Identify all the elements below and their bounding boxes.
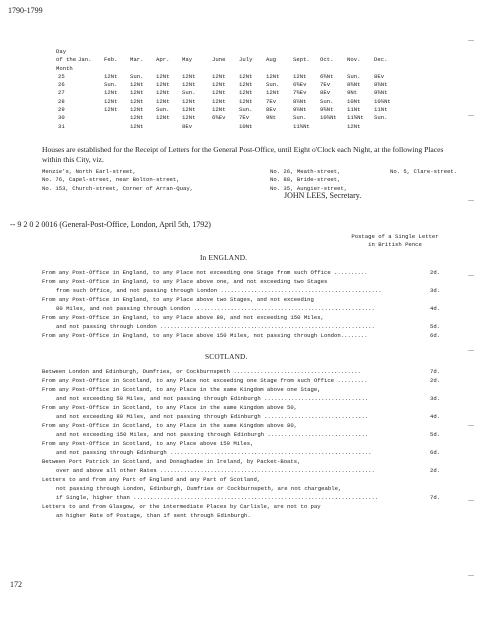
calendar-cell: Sun. [374,114,388,122]
margin-mark [468,115,474,116]
rate-price: 2d. [430,269,441,276]
calendar-header-label: Day [56,48,67,55]
calendar-cell: Sun. [182,89,196,97]
houses-paragraph: Houses are established for the Receipt of Letters for the General Post-Office, until Eight o'Clock each Night, at the following Places within this City, viz. [42,145,444,164]
rate-line [42,466,472,475]
calendar-cell: 9Nt [347,89,358,97]
calendar-cell: 12Nt [130,97,144,105]
margin-mark [468,425,474,426]
rate-text: From any Post-Office in Scotland, to any Place in the same Kingdom above one Stage, [42,386,321,393]
rate-text: From any Post-Office in England, to any Place above two Stages, and not exceeding [42,296,314,303]
rate-text: an higher Rate of Postage, than if sent through Edinburgh. [56,512,251,519]
rate-line [42,448,472,457]
rate-text: Between Port Patrick in Scotland, and Donaghadee in Ireland, by Packet-Boats, [42,458,301,465]
postage-column-header [340,233,450,248]
calendar-cell: 12Nt [212,72,226,80]
rate-line [42,439,472,448]
calendar-cell: 11Nt [347,106,361,114]
calendar-cell: 12Nt [347,122,361,130]
calendar-month-header: Aug [266,56,277,64]
calendar-cell: 12Nt [156,72,170,80]
calendar-cell: 7Ev [266,97,277,105]
calendar-cell: 12Nt [130,114,144,122]
rate-text: and not exceeding 150 Miles, and not passing through Edinburgh .............................. [56,431,369,438]
calendar-cell: 10¼Nt [374,97,391,105]
rate-text: Letters to and from any Part of England and any Part of Scotland, [42,476,261,483]
calendar-month-header: Oct. [320,56,334,64]
calendar-cell: 11¾Nt [293,122,310,130]
rate-text: and not exceeding 50 Miles, and not passing through Edinburgh ............................... [56,395,369,402]
rate-text: From any Post-Office in Scotland, to any Place above 150 Miles, [42,440,254,447]
calendar-month-header: Dec. [374,56,388,64]
section-heading-scotland: SCOTLAND. [205,352,248,361]
calendar-cell: 6¾Nt [320,72,334,80]
calendar-day: 25 [58,72,65,80]
calendar-cell: 7Ev [320,81,331,89]
calendar-month-header: Jan. [78,56,92,64]
rate-line [42,304,472,313]
calendar-cell: 12Nt [156,81,170,89]
calendar-cell: Sun. [104,81,118,89]
rate-line [42,268,472,277]
calendar-month-header: Feb. [104,56,118,64]
rate-text: From any Post-Office in England, to any Place above one, and not exceeding two Stages [42,278,328,285]
rates-england [42,268,472,340]
rate-text: From any Post-Office in England, to any Place above 80, and not exceeding 150 Miles, [42,314,324,321]
calendar-cell: 12Nt [130,106,144,114]
calendar-cell: 12Nt [266,72,280,80]
calendar-header-label: Month [56,64,73,72]
rate-text: From any Post-Office in Scotland, to any Place not exceeding one Stage from such Office ......... [42,377,368,384]
rates-scotland [42,367,472,520]
calendar-cell: 11¾Nt [347,114,364,122]
calendar-cell: 10Nt [239,122,253,130]
rate-price: 5d. [430,431,441,438]
rate-text: and not passing through London ................................................................ [56,323,375,330]
rate-text: and not passing through Edinburgh ............................................................ [56,449,372,456]
rate-line [42,421,472,430]
margin-mark [468,500,474,501]
rate-price: 2d. [430,377,441,384]
margin-mark [468,575,474,576]
calendar-month-header: Apr. [156,56,170,64]
address-item: No. 76, Capel-street, near Bolton-street, [42,176,180,184]
postage-header-line-1: Postage of a Single Letter [351,233,439,240]
rate-text: not passing through London, Edinburgh, Dumfries or Cockburnspeth, are not chargeable, [56,485,342,492]
calendar-cell: 12Nt [182,81,196,89]
rate-line [42,286,472,295]
calendar-cell: 12Nt [293,72,307,80]
margin-mark [468,350,474,351]
calendar-cell: 12Nt [212,97,226,105]
rate-line [42,295,472,304]
calendar-day: 29 [58,106,65,114]
calendar-cell: 12Nt [182,114,196,122]
calendar-cell: 8Ev [182,122,193,130]
address-item: No. 35, Aungier-street, [270,184,348,192]
calendar-cell: 12Nt [156,97,170,105]
rate-text: From any Post-Office in Scotland, to any Place in the same Kingdom above 50, [42,404,298,411]
calendar-cell: Sun. [320,97,334,105]
rate-price: 7d. [430,494,441,501]
calendar-cell: 12Nt [239,97,253,105]
rate-line [42,493,472,502]
rate-line [42,376,472,385]
calendar-cell: 8¾Nt [374,81,388,89]
calendar-cell: Sun. [347,72,361,80]
postage-header-line-2: in British Pence [368,240,422,248]
signature: JOHN LEES, Secretary. [284,191,362,200]
rate-line [42,457,472,466]
calendar-cell: 7¾Ev [293,89,307,97]
calendar-cell: 12Nt [104,72,118,80]
rate-text: from such Office, and not passing through London ................................................ [56,287,382,294]
calendar-day: 26 [58,81,65,89]
margin-mark [468,40,474,41]
calendar-month-header: Mar. [130,56,144,64]
calendar-cell: 8¾Nt [347,81,361,89]
rate-price: 2d. [430,467,441,474]
calendar-cell: 9¾Nt [320,106,334,114]
rate-price: 7d. [430,368,441,375]
calendar-cell: 12Nt [130,122,144,130]
catalogue-entry: -- 9 2 0 2 0016 (General-Post-Office, London, April 5th, 1792) [10,220,211,229]
rate-price: 3d. [430,287,441,294]
calendar-cell: 9¾Nt [374,89,388,97]
rate-line [42,277,472,286]
rate-price: 4d. [430,305,441,312]
rate-line [42,511,472,520]
rate-text: if Single, higher than ......................................................................... [56,494,379,501]
calendar-cell: 12Nt [239,81,253,89]
calendar-cell: 10Nt [347,97,361,105]
calendar-cell: 12Nt [266,89,280,97]
rate-text: From any Post-Office in England, to any Place not exceeding one Stage from such Office .......... [42,269,368,276]
rate-price: 4d. [430,413,441,420]
calendar-cell: Sun. [156,106,170,114]
address-item: No. 26, Meath-street, [270,168,341,175]
rate-line [42,412,472,421]
calendar-month-header: Sept. [293,56,310,64]
margin-mark [468,275,474,276]
rate-line [42,322,472,331]
calendar-cell: 12Nt [104,106,118,114]
calendar-cell: Sun. [130,72,144,80]
calendar-cell: Sun. [239,106,253,114]
section-heading-england: In ENGLAND. [200,253,248,262]
address-item: No. 88, Bride-street, [270,176,341,184]
calendar-header-label: of the [56,56,77,64]
rate-line [42,385,472,394]
calendar-cell: 12Nt [104,89,118,97]
calendar-cell: 8Ev [320,89,331,97]
calendar-cell: 12Nt [239,72,253,80]
rate-price: 3d. [430,395,441,402]
margin-mark [468,200,474,201]
rate-line [42,475,472,484]
calendar-cell: 9Nt [266,114,277,122]
rate-text: over and above all other Rates ................................................................ [56,467,375,474]
calendar-day: 31 [58,122,65,130]
page-number: 172 [10,580,22,589]
calendar-cell: 12Nt [182,72,196,80]
rate-price: 6d. [430,332,441,339]
calendar-cell: 12Nt [182,97,196,105]
rate-text: 80 Miles, and not passing through London ...................................................... [56,305,375,312]
calendar-day: 28 [58,97,65,105]
rate-line [42,484,472,493]
address-item: No. 153, Church-street, Corner of Arran-Quay, [42,184,194,192]
calendar-day: 27 [58,89,65,97]
rate-line [42,394,472,403]
calendar-cell: 10¼Nt [320,114,337,122]
rate-line [42,367,472,376]
calendar-cell: 12Nt [130,81,144,89]
rate-text: From any Post-Office in England, to any Place above 150 Miles, not passing through London........ [42,332,368,339]
calendar-cell: 12Nt [156,114,170,122]
calendar-cell: 6¾Ev [293,81,307,89]
calendar-month-header: May [182,56,193,64]
calendar-day: 30 [58,114,65,122]
calendar-cell: 12Nt [130,89,144,97]
rate-price: 6d. [430,449,441,456]
calendar-cell: 12Nt [239,89,253,97]
calendar-cell: 8Ev [266,106,277,114]
calendar-cell: Sun. [266,81,280,89]
calendar-cell: 7Ev [239,114,250,122]
calendar-cell: 12Nt [212,89,226,97]
calendar-cell: 12Nt [156,89,170,97]
rate-text: Letters to and from Glasgow, or the intermediate Places by Carlisle, are not to pay [42,503,321,510]
calendar-cell: 8¼Nt [293,97,307,105]
calendar-cell: 8Ev [374,72,385,80]
rate-line [42,313,472,322]
calendar-month-header: June [212,56,226,64]
calendar-cell: 9¼Nt [293,106,307,114]
rate-line [42,430,472,439]
calendar-cell: 6¾Ev [212,114,226,122]
address-item: No. 5, Clare-street. [390,168,458,175]
calendar-cell: Sun. [293,114,307,122]
address-item: Menzie's, North Earl-street, [42,168,136,175]
page-header-range: 1790-1799 [8,6,43,15]
calendar-cell: 12Nt [212,81,226,89]
calendar-month-header: July [239,56,253,64]
calendar-cell: 11Nt [374,106,388,114]
calendar-month-header: Nov. [347,56,361,64]
rate-text: From any Post-Office in Scotland, to any Place in the same Kingdom above 80, [42,422,298,429]
calendar-cell: 12Nt [182,106,196,114]
rate-text: and not exceeding 80 Miles, and not passing through Edinburgh ............................... [56,413,369,420]
calendar-cell: 12Nt [104,97,118,105]
rate-text: Between London and Edinburgh, Dumfries, or Cockburnspeth ...................................... [42,368,361,375]
rate-price: 5d. [430,323,441,330]
calendar-cell: 12Nt [212,106,226,114]
rate-line [42,403,472,412]
rate-line [42,502,472,511]
rate-line [42,331,472,340]
